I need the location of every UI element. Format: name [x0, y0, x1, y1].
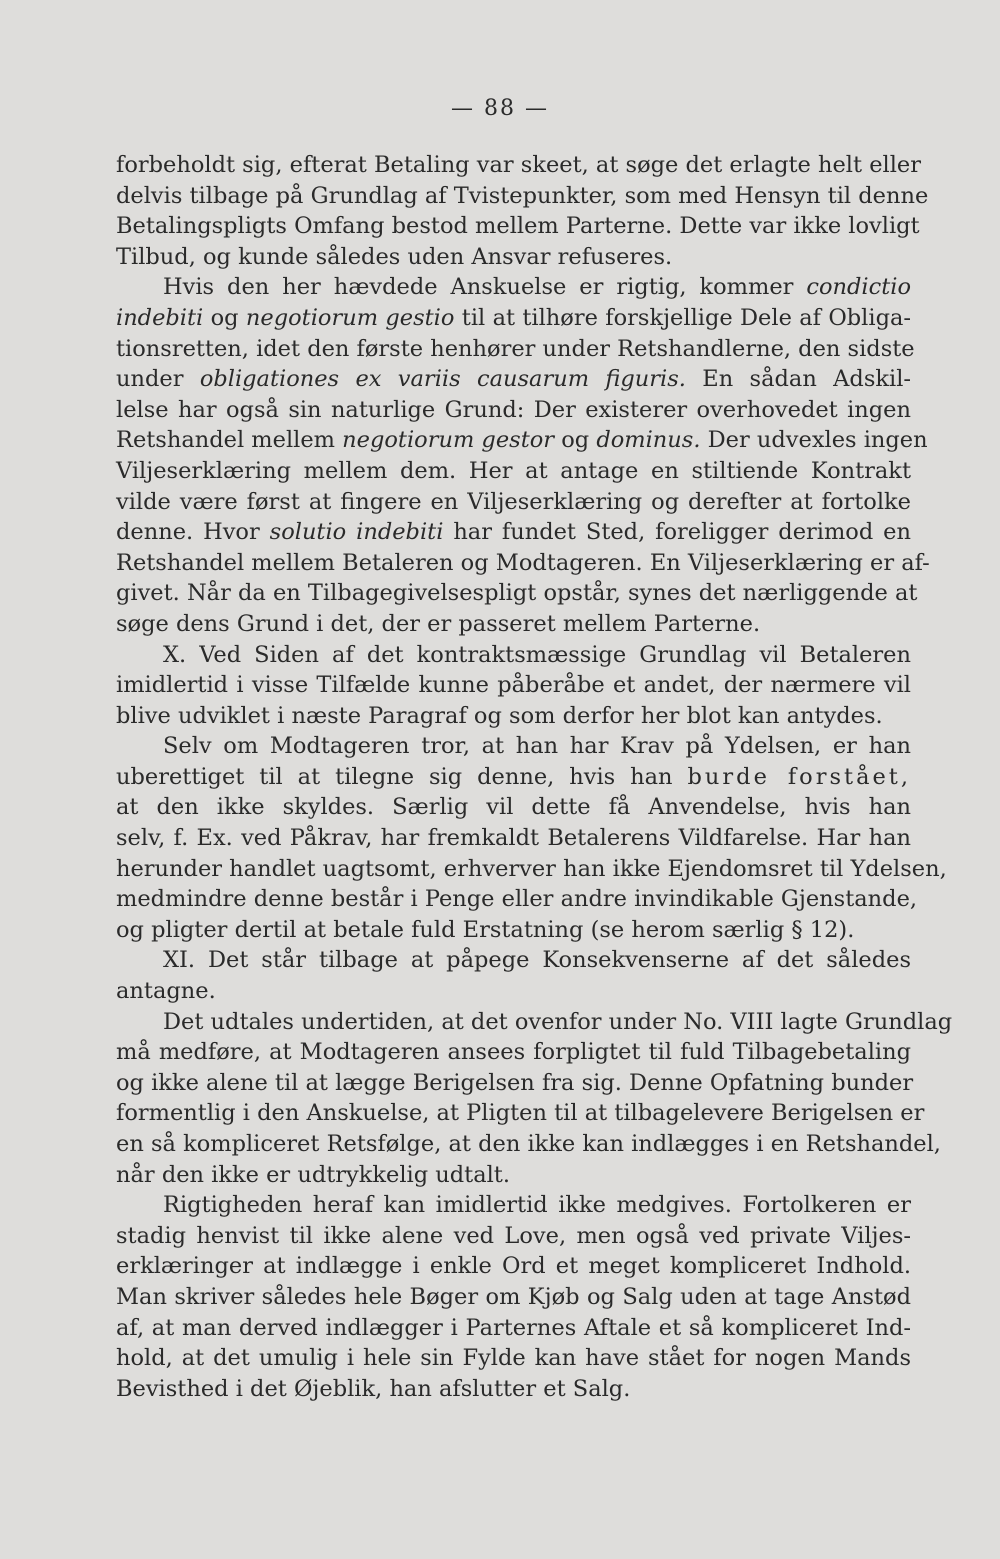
text-line [116, 517, 911, 548]
text-line [116, 670, 911, 701]
text-segment: Det udtales undertiden, at det ovenfor under No. VIII lagte Grundlag [163, 1008, 953, 1035]
text-line [116, 1343, 911, 1374]
text-line [116, 1251, 911, 1282]
text-segment: XI. Det står tilbage at påpege Konsekvenserne af det således [163, 947, 911, 974]
text-line [116, 1007, 953, 1038]
text-line [116, 272, 911, 303]
text-line [116, 1129, 941, 1160]
text-segment: lelse har også sin naturlige Grund: Der existerer overhovedet ingen [116, 396, 911, 423]
text-segment: under [116, 366, 200, 393]
text-segment: medmindre denne består i Penge eller andre invindikable Gjenstande, [116, 886, 918, 913]
text-segment: har fundet Sted, foreligger derimod en [443, 519, 911, 546]
text-line [116, 425, 928, 456]
body-text [116, 150, 953, 1404]
text-line [116, 701, 911, 732]
text-segment: selv, f. Ex. ved Påkrav, har fremkaldt Betalerens Vildfarelse. Har han [116, 825, 911, 852]
text-line [116, 640, 911, 671]
text-segment: Viljeserklæring mellem dem. Her at antage en stiltiende Kontrakt [116, 457, 911, 484]
text-segment: Man skriver således hele Bøger om Kjøb og Salg uden at tage Anstød [116, 1283, 911, 1310]
text-segment: hold, at det umulig i hele sin Fylde kan have stået for nogen Mands [116, 1345, 911, 1372]
text-line [116, 1098, 925, 1129]
text-line [116, 303, 911, 334]
text-segment: og [203, 304, 246, 331]
text-line [116, 150, 921, 181]
text-segment: må medføre, at Modtageren ansees forpligtet til fuld Tilbagebetaling [116, 1039, 911, 1066]
italic-term: condictio [806, 274, 911, 301]
text-segment: når den ikke er udtrykkelig udtalt. [116, 1161, 511, 1188]
text-segment: givet. Når da en Tilbagegivelsespligt opstår, synes det nærliggende at [116, 580, 918, 607]
text-segment: denne. Hvor [116, 519, 270, 546]
text-segment: Betalingspligts Omfang bestod mellem Parterne. Dette var ikke lovligt [116, 213, 920, 240]
text-line [116, 1068, 914, 1099]
text-line [116, 395, 911, 426]
text-line [116, 578, 918, 609]
text-segment: Rigtigheden heraf kan imidlertid ikke medgives. Fortolkeren er [163, 1192, 911, 1219]
text-segment: at den ikke skyldes. Særlig vil dette få Anvendelse, hvis han [116, 794, 911, 821]
text-segment: imidlertid i visse Tilfælde kunne påberåbe et andet, der nærmere vil [116, 672, 911, 699]
text-segment: uberettiget til at tilegne sig denne, hvis han [116, 763, 688, 790]
italic-term: dominus. [596, 427, 701, 454]
text-line [116, 1282, 911, 1313]
text-segment: X. Ved Siden af det kontraktsmæssige Grundlag vil Betaleren [163, 641, 911, 668]
italic-term: indebiti [116, 304, 204, 331]
text-segment: tionsretten, idet den første henhører under Retshandlerne, den sidste [116, 335, 915, 362]
text-line [116, 915, 911, 946]
text-segment: formentlig i den Anskuelse, at Pligten til at tilbagelevere Berigelsen er [116, 1100, 925, 1127]
text-line [116, 1221, 911, 1252]
text-line [116, 211, 920, 242]
text-segment: en så kompliceret Retsfølge, at den ikke kan indlægges i en Retshandel, [116, 1131, 941, 1157]
text-line [116, 609, 911, 640]
text-line [116, 823, 911, 854]
text-segment: Der udvexles ingen [700, 427, 928, 454]
page-number: — 88 — [451, 96, 549, 121]
italic-term: solutio indebiti [269, 519, 444, 546]
text-segment: Tilbud, og kunde således uden Ansvar refuseres. [116, 243, 673, 270]
text-segment: søge dens Grund i det, der er passeret mellem Parterne. [116, 610, 761, 637]
text-line [116, 1037, 911, 1068]
text-segment: og pligter dertil at betale fuld Erstatning (se herom særlig § 12). [116, 916, 855, 943]
text-segment: blive udviklet i næste Paragraf og som derfor her blot kan antydes. [116, 702, 883, 729]
text-segment: og [554, 427, 597, 454]
text-segment: Hvis den her hævdede Anskuelse er rigtig, kommer [163, 274, 807, 301]
text-line [116, 945, 911, 976]
text-line [116, 456, 911, 487]
text-line [116, 731, 911, 762]
italic-term: obligationes ex variis causarum figuris. [199, 366, 686, 393]
text-line [116, 1374, 911, 1405]
text-segment: Bevisthed i det Øjeblik, han afslutter et Salg. [116, 1375, 631, 1402]
italic-term: negotiorum gestor [342, 427, 555, 454]
text-line [116, 792, 911, 823]
text-segment: af, at man derved indlægger i Parternes Aftale et så kompliceret Ind- [116, 1314, 911, 1341]
text-segment: og ikke alene til at lægge Berigelsen fra sig. Denne Opfatning bunder [116, 1069, 914, 1096]
text-segment: herunder handlet uagtsomt, erhverver han ikke Ejendomsret til Ydelsen, [116, 855, 947, 882]
text-line [116, 364, 911, 395]
text-line [116, 762, 911, 793]
text-segment: stadig henvist til ikke alene ved Love, men også ved private Viljes- [116, 1222, 911, 1249]
italic-term: negotiorum gestio [245, 304, 455, 331]
text-line [116, 242, 911, 273]
text-line [116, 1160, 911, 1191]
text-line [116, 181, 929, 212]
text-line [116, 1313, 911, 1344]
text-segment: Retshandel mellem [116, 427, 343, 454]
text-line [116, 487, 911, 518]
text-line [116, 884, 918, 915]
text-segment: forbeholdt sig, efterat Betaling var skeet, at søge det erlagte helt eller [116, 152, 921, 178]
text-segment: antagne. [116, 978, 216, 1005]
text-line [116, 334, 915, 365]
text-segment: En sådan Adskil- [685, 366, 911, 393]
spaced-emphasis: burde forstået, [687, 763, 911, 790]
text-segment: Retshandel mellem Betaleren og Modtageren. En Viljeserklæring er af- [116, 549, 930, 576]
text-line [116, 548, 930, 579]
text-segment: erklæringer at indlægge i enkle Ord et meget kompliceret Indhold. [116, 1253, 911, 1280]
text-line [116, 854, 947, 885]
text-segment: til at tilhøre forskjellige Dele af Obliga- [454, 304, 911, 331]
text-segment: Selv om Modtageren tror, at han har Krav på Ydelsen, er han [163, 733, 911, 760]
text-segment: vilde være først at fingere en Viljeserklæring og derefter at fortolke [116, 488, 911, 515]
text-line [116, 1190, 911, 1221]
text-line [116, 976, 911, 1007]
text-segment: delvis tilbage på Grundlag af Tvistepunkter, som med Hensyn til denne [116, 182, 929, 209]
